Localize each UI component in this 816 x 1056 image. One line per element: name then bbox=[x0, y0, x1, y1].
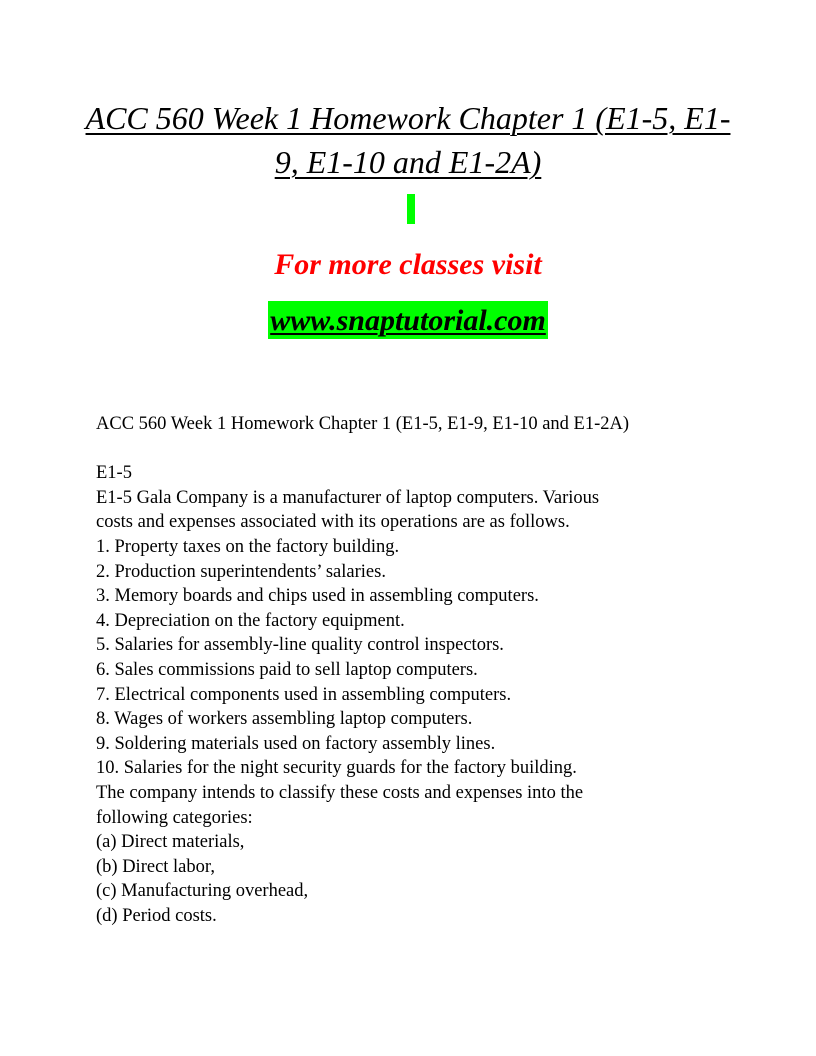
spacer bbox=[96, 437, 736, 462]
title-line-1: ACC 560 Week 1 Homework Chapter 1 (E1-5, E1- bbox=[85, 100, 731, 136]
link-container bbox=[0, 301, 816, 339]
intro-line: E1-5 Gala Company is a manufacturer of laptop computers. Various bbox=[96, 487, 600, 508]
intro-line: costs and expenses associated with its operations are as follows. bbox=[96, 512, 570, 533]
list-item: 2. Production superintendents’ salaries. bbox=[96, 561, 386, 582]
list-item: 1. Property taxes on the factory building. bbox=[96, 536, 400, 557]
category-item: (d) Period costs. bbox=[96, 905, 217, 926]
list-item: 7. Electrical components used in assembling computers. bbox=[96, 684, 512, 705]
classify-line: The company intends to classify these costs and expenses into the bbox=[96, 782, 584, 803]
list-item: 6. Sales commissions paid to sell laptop computers. bbox=[96, 659, 478, 680]
category-item: (a) Direct materials, bbox=[96, 832, 245, 853]
list-item: 10. Salaries for the night security guards for the factory building. bbox=[96, 758, 577, 779]
document-body bbox=[96, 412, 736, 928]
list-item: 8. Wages of workers assembling laptop computers. bbox=[96, 709, 473, 730]
section-label: E1-5 bbox=[96, 463, 132, 484]
body-heading: ACC 560 Week 1 Homework Chapter 1 (E1-5, E1-9, E1-10 and E1-2A) bbox=[96, 414, 630, 434]
list-item: 9. Soldering materials used on factory assembly lines. bbox=[96, 733, 496, 754]
green-marker-bar bbox=[407, 194, 415, 224]
document-title bbox=[60, 96, 756, 184]
classify-line: following categories: bbox=[96, 807, 253, 828]
list-item: 4. Depreciation on the factory equipment. bbox=[96, 610, 405, 631]
title-line-2: 9, E1-10 and E1-2A) bbox=[274, 144, 542, 180]
category-item: (b) Direct labor, bbox=[96, 856, 215, 877]
website-link[interactable]: www.snaptutorial.com bbox=[268, 301, 548, 339]
category-item: (c) Manufacturing overhead, bbox=[96, 881, 309, 902]
list-item: 5. Salaries for assembly-line quality control inspectors. bbox=[96, 635, 504, 656]
list-item: 3. Memory boards and chips used in assembling computers. bbox=[96, 586, 539, 607]
promo-text: For more classes visit bbox=[274, 248, 542, 281]
